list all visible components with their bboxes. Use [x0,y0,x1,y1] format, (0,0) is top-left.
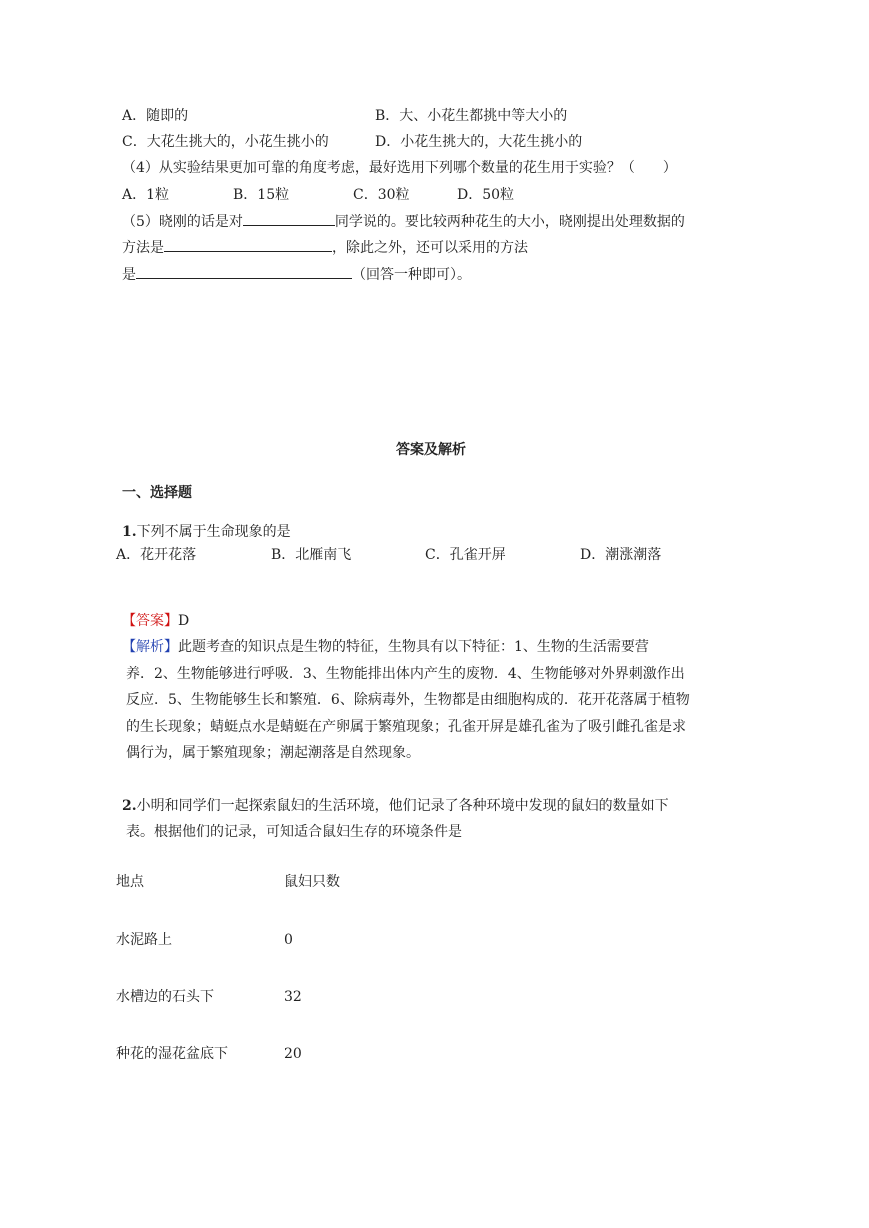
q4-option-c: C．30粒 [353,187,410,203]
answer-tag: 【答案】 [122,613,178,629]
explanation-tag: 【解析】 [122,639,178,655]
answer-blank-2 [164,237,332,252]
table-header-count: 鼠妇只数 [284,874,340,890]
q5-line3 [122,264,471,285]
q5-text-1: （5）晓刚的话是对 [122,214,243,230]
section-heading: 一、选择题 [122,485,192,501]
q4-stem: （4）从实验结果更加可靠的角度考虑，最好选用下列哪个数量的花生用于实验？（ ） [122,160,677,176]
q3-option-d: D．小花生挑大的，大花生挑小的 [375,134,583,150]
table-cell-location: 水槽边的石头下 [116,989,214,1005]
item1-question: 下列不属于生命现象的是 [136,524,291,540]
q5-text-5: 是 [122,267,136,283]
q4-option-a: A．1粒 [122,187,170,203]
item1-option-d: D．潮涨潮落 [580,547,662,563]
explanation-text-4: 的生长现象；蜻蜓点水是蜻蜓在产卵属于繁殖现象；孔雀开屏是雄孔雀为了吸引雌孔雀是求 [126,719,686,735]
table-cell-location: 水泥路上 [116,932,172,948]
item1-option-a: A．花开花落 [116,547,197,563]
answer-blank-3 [136,264,352,279]
table-cell-count: 20 [284,1046,302,1062]
explanation-text-5: 偶行为，属于繁殖现象；潮起潮落是自然现象。 [126,745,420,761]
item2-stem-line1 [122,796,669,816]
q3-option-a: A．随即的 [122,108,189,124]
item2-number: 2. [122,798,137,814]
table-cell-count: 32 [284,989,302,1005]
table-header-location: 地点 [116,874,144,890]
answers-title: 答案及解析 [396,442,466,458]
item1-number: 1. [122,524,137,540]
q5-line2 [122,237,528,258]
item2-question-2: 表。根据他们的记录，可知适合鼠妇生存的环境条件是 [126,824,462,840]
q4-option-d: D．50粒 [457,187,515,203]
item1-explanation-line1 [122,637,649,657]
item1-stem [122,522,291,542]
q3-option-b: B．大、小花生都挑中等大小的 [375,108,568,124]
q5-text-3: 方法是 [122,240,164,256]
q3-option-c: C．大花生挑大的，小花生挑小的 [122,134,329,150]
q5-text-4: ，除此之外，还可以采用的方法 [332,240,528,256]
table-cell-count: 0 [284,932,293,948]
q5-text-6: （回答一种即可）。 [352,267,471,283]
explanation-text-1: 此题考查的知识点是生物的特征，生物具有以下特征：1、生物的生活需要营 [178,639,649,655]
item2-question-1: 小明和同学们一起探索鼠妇的生活环境，他们记录了各种环境中发现的鼠妇的数量如下 [136,798,669,814]
explanation-text-2: 养．2、生物能够进行呼吸．3、生物能排出体内产生的废物．4、生物能够对外界刺激作出 [126,666,685,682]
table-cell-location: 种花的湿花盆底下 [116,1046,228,1062]
item1-answer [122,611,189,631]
answer-value: D [178,613,190,629]
item1-option-b: B．北雁南飞 [271,547,352,563]
answer-blank-1 [243,211,335,226]
explanation-text-3: 反应．5、生物能够生长和繁殖．6、除病毒外，生物都是由细胞构成的．花开花落属于植物 [126,692,690,708]
q5-text-2: 同学说的。要比较两种花生的大小，晓刚提出处理数据的 [334,214,685,230]
q5-line1 [122,211,685,232]
item1-option-c: C．孔雀开屏 [425,547,506,563]
q4-option-b: B．15粒 [233,187,290,203]
